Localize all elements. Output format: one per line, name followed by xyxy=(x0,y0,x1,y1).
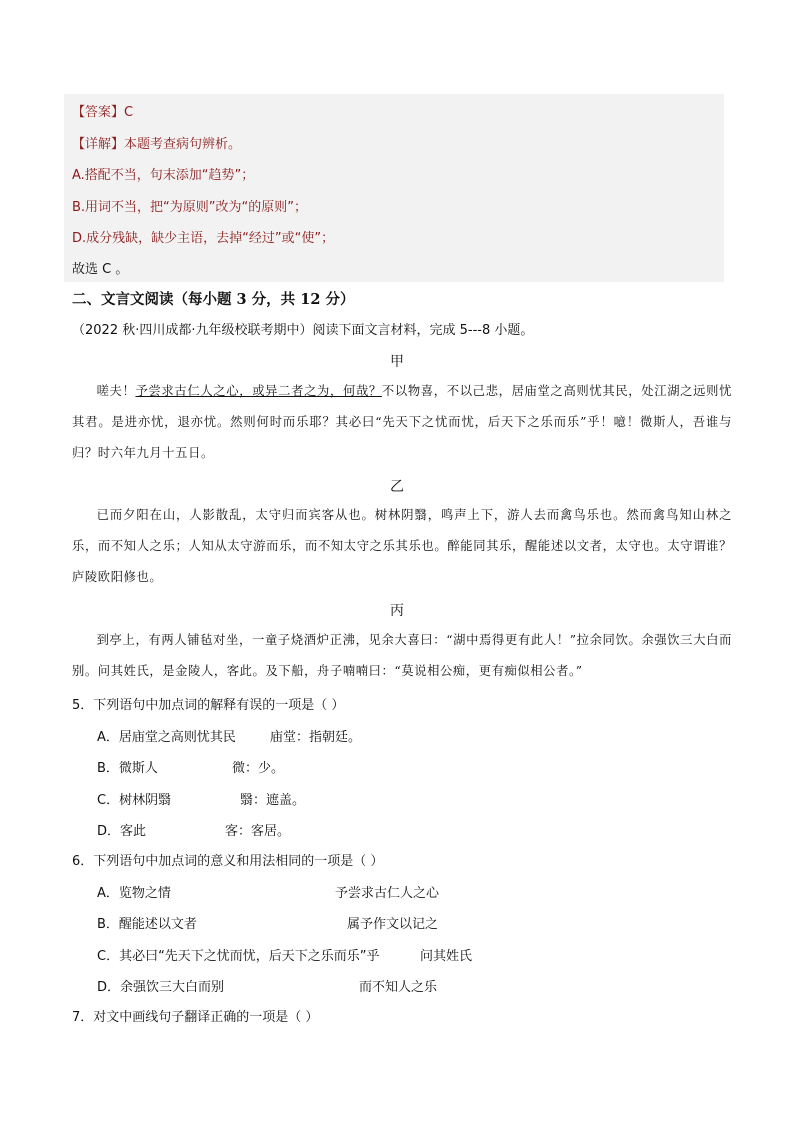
section-intro: （2022 秋·四川成都·九年级校联考期中）阅读下面文言材料，完成 5---8 小题。 xyxy=(72,323,534,338)
passage-bing-text: 到亭上，有两人铺毡对坐，一童子烧酒炉正沸，见余大喜曰：“湖中焉得更有此人！”拉余同饮。余强饮三大白而别。问其姓氏，是金陵人，客此。及下船，舟子喃喃曰：“莫说相公痴，更有痴似相公者。” xyxy=(72,633,732,678)
q6-option-d-right: 而不知人之乐 xyxy=(359,980,438,995)
passage-yi-title: 乙 xyxy=(390,479,404,495)
q6-option-d-left: D．余强饮三大白而别 xyxy=(97,980,225,995)
passage-yi-text: 已而夕阳在山，人影散乱，太守归而宾客从也。树林阴翳，鸣声上下，游人去而禽鸟乐也。然而禽鸟知山林之乐，而不知人之乐；人知从太守游而乐，而不知太守之乐其乐也。醉能同其乐，醒能述以文者，太守也。太守谓谁？庐陵欧阳修也。 xyxy=(72,508,732,584)
detail-item-a: A.搭配不当，句末添加“趋势”； xyxy=(72,168,255,183)
passage-jia-text xyxy=(72,376,732,469)
detail-item-b: B.用词不当，把“为原则”改为“的原则”； xyxy=(72,200,307,215)
q6-option-b-right: 属予作文以记之 xyxy=(347,917,439,932)
q5-option-c: C．树林阴翳 xyxy=(97,793,172,808)
q6-option-a-right: 予尝求古仁人之心 xyxy=(335,886,440,901)
answer-conclusion: 故选 C 。 xyxy=(72,262,129,277)
q5-option-a-note: 庙堂：指朝廷。 xyxy=(270,730,362,745)
passage-bing-title: 丙 xyxy=(390,603,404,619)
detail-item-d: D.成分残缺，缺少主语，去掉“经过”或“使”； xyxy=(72,231,335,246)
q6-option-a-left: A．览物之情 xyxy=(97,886,171,901)
passage-jia-pre: 嗟夫！ xyxy=(96,384,136,398)
q6-option-c-left: C．其必曰“先天下之忧而忧，后天下之乐而乐”乎 xyxy=(97,949,380,964)
section-title: 二、文言文阅读（每小题 3 分，共 12 分） xyxy=(72,291,355,308)
passage-jia-title: 甲 xyxy=(390,354,404,370)
question-5-stem: 5．下列语句中加点词的解释有误的一项是（ ） xyxy=(72,698,345,713)
question-6-stem: 6．下列语句中加点词的意义和用法相同的一项是（ ） xyxy=(72,854,384,869)
q6-option-c-right: 问其姓氏 xyxy=(420,949,473,964)
q5-option-a: A．居庙堂之高则忧其民 xyxy=(97,730,236,745)
detail-title: 【详解】本题考查病句辨析。 xyxy=(72,137,242,152)
q5-option-b-note: 微：少。 xyxy=(232,761,285,776)
q5-option-c-note: 翳：遮盖。 xyxy=(240,793,306,808)
q5-option-b: B．微斯人 xyxy=(97,761,158,776)
answer-line: 【答案】C xyxy=(72,105,134,120)
q6-option-b-left: B．醒能述以文者 xyxy=(97,917,197,932)
q5-option-d-note: 客：客居。 xyxy=(225,824,291,839)
answer-panel xyxy=(64,94,724,282)
passage-jia-post: 不以物喜，不以己悲，居庙堂之高则忧其民，处江湖之远则忧其君。是进亦忧，退亦忧。然则何时而乐耶？其必曰“先天下之忧而忧，后天下之乐而乐”乎！噫！微斯人，吾谁与归？时六年九月十五日。 xyxy=(72,384,732,460)
passage-jia-underlined-sentence: 予尝求古仁人之心，或异二者之为，何哉？ xyxy=(135,384,382,398)
question-7-stem: 7．对文中画线句子翻译正确的一项是（ ） xyxy=(72,1010,319,1025)
q5-option-d: D．客此 xyxy=(97,824,147,839)
